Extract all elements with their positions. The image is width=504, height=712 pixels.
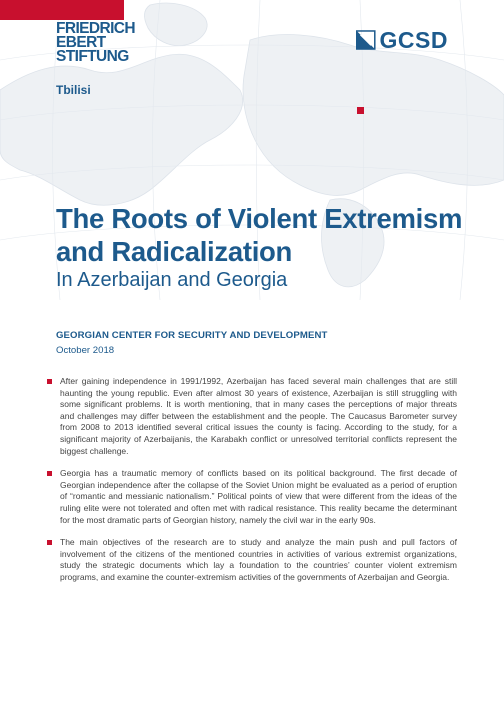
bullet-text: After gaining independence in 1991/1992, Azerbaijan has faced several main challenges that are still haunting the young republic. Even after almost 30 years of existence, Azerbaijan is still struggling with some significant problems. It is worth mentioning, that in many cases the perceptions of major threats and challenges may differ between the establishment and the people. The Caucasus Barometer survey from 2008 to 2013 identified several critical issues the county is facing. According to the study, for a significant majority of Azerbaijanis, the Karabakh conflict or unresolved territorial conflicts represent the biggest challenge. bbox=[60, 376, 457, 456]
gcsd-text: GCSD bbox=[379, 26, 448, 53]
fes-logo-line2: EBERT bbox=[56, 34, 106, 51]
bullet-marker bbox=[47, 540, 52, 545]
gcsd-logo bbox=[356, 27, 448, 53]
fes-logo-line1: FRIEDRICH bbox=[56, 20, 135, 37]
logo-red-bar bbox=[0, 0, 124, 20]
organization-name: GEORGIAN CENTER FOR SECURITY AND DEVELOPMENT bbox=[56, 330, 328, 341]
bullet-text: Georgia has a traumatic memory of conflicts based on its political background. The first decade of Georgian independence after the collapse of the Soviet Union might be evaluated as a period of eruption of “romantic and messianic nationalism.” Political points of view that were different from the ideas of the ruling elite were not tolerated and often met with radical resistance. This reality became the determinant for the most dramatic parts of Georgian history, namely the civil war in the early 90s. bbox=[60, 468, 457, 525]
fes-city: Tbilisi bbox=[56, 83, 91, 97]
fes-logo bbox=[56, 22, 146, 64]
document-title: The Roots of Violent Extremism and Radicalization bbox=[56, 203, 463, 267]
location-marker bbox=[357, 107, 364, 114]
publication-date: October 2018 bbox=[56, 345, 115, 356]
bullet-marker bbox=[47, 379, 52, 384]
gcsd-mark-icon bbox=[356, 27, 376, 53]
summary-bullets bbox=[47, 376, 457, 595]
document-subtitle: In Azerbaijan and Georgia bbox=[56, 269, 288, 291]
bullet-item bbox=[47, 537, 457, 583]
bullet-text: The main objectives of the research are to study and analyze the main push and pull factors of involvement of the citizens of the mentioned countries in activities of various extremist organizations, study the strategic documents which lay a foundation to the countries’ counter violent extremism programs, and examine the counter-extremism activities of the governments of Azerbaijan and Georgia. bbox=[60, 537, 457, 582]
bullet-item bbox=[47, 376, 457, 457]
bullet-marker bbox=[47, 471, 52, 476]
fes-logo-line3: STIFTUNG bbox=[56, 48, 129, 65]
bullet-item bbox=[47, 468, 457, 526]
